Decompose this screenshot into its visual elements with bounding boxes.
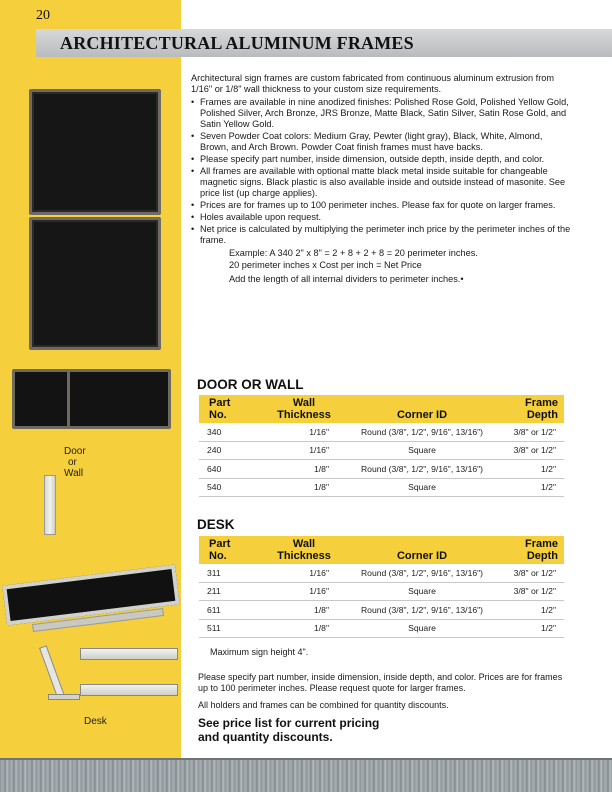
description [191, 73, 571, 286]
header-text: Frame [524, 538, 558, 550]
table-cell: 1/2" [501, 601, 564, 620]
desk-profile-image-2 [80, 684, 178, 696]
table-cell: 1/2" [501, 478, 564, 497]
table-cell: 1/16" [265, 582, 343, 601]
col-depth [501, 536, 564, 564]
table-cell: 3/8" or 1/2" [501, 423, 564, 441]
table-cell: Round (3/8", 1/2", 9/16", 13/16") [343, 423, 501, 441]
table-cell: 1/8" [265, 478, 343, 497]
bullet-prices: • Prices are for frames up to 100 perimeter inches. Please fax for quote on larger frames. [191, 200, 571, 211]
table-row [199, 564, 564, 582]
callout-line: See price list for current pricing [198, 716, 380, 730]
footer-divider [0, 758, 612, 760]
table-cell: 1/16" [265, 441, 343, 460]
table-cell: 340 [199, 423, 265, 441]
example-block [229, 248, 571, 286]
table-header-row [199, 395, 564, 423]
table-row [199, 619, 564, 638]
table-cell: Square [343, 582, 501, 601]
table-cell: 540 [199, 478, 265, 497]
header-text: No. [209, 409, 227, 421]
example-line: Example: A 340 2" x 8" = 2 + 8 + 2 + 8 = 20 perimeter inches. [229, 248, 478, 258]
table-cell: 1/16" [265, 423, 343, 441]
discount-text: All holders and frames can be combined for quantity discounts. [198, 700, 449, 710]
header-text: Wall [292, 397, 316, 409]
header-text: Corner ID [396, 550, 448, 562]
header-text: Depth [526, 409, 558, 421]
desk-heading: DESK [197, 517, 235, 532]
table-cell: 511 [199, 619, 265, 638]
square-frame-image [29, 89, 161, 215]
or-label: or [68, 457, 77, 468]
page-title: ARCHITECTURAL ALUMINUM FRAMES [60, 33, 414, 53]
table-cell: 640 [199, 460, 265, 479]
table-header-row [199, 536, 564, 564]
col-corner [343, 395, 501, 423]
table-cell: 1/8" [265, 460, 343, 479]
header-text: Depth [526, 550, 558, 562]
header-text: Thickness [277, 409, 331, 421]
divided-frame-image [12, 369, 171, 429]
table-row [199, 441, 564, 460]
door-wall-heading: DOOR OR WALL [197, 377, 304, 392]
table-cell: Round (3/8", 1/2", 9/16", 13/16") [343, 460, 501, 479]
table-cell: 611 [199, 601, 265, 620]
col-wall [265, 536, 343, 564]
bullet-magnetic: • All frames are available with optional matte black metal inside suitable for changeable magnetic signs. Black plastic is also available inside and outside instead of masonite. See price list (up charge applies). [191, 166, 571, 199]
max-height-note: Maximum sign height 4". [210, 647, 309, 657]
table-cell: 1/8" [265, 601, 343, 620]
col-corner [343, 536, 501, 564]
table-cell: 3/8" or 1/2" [501, 441, 564, 460]
header-text: Corner ID [396, 409, 448, 421]
example-line: 20 perimeter inches x Cost per inch = Net Price [229, 259, 422, 270]
table-cell: 3/8" or 1/2" [501, 564, 564, 582]
table-cell: 1/2" [501, 619, 564, 638]
table-cell: Square [343, 619, 501, 638]
header-text: Frame [524, 397, 558, 409]
example-line: Add the length of all internal dividers to perimeter inches.• [229, 274, 464, 284]
price-list-callout [198, 716, 379, 744]
wall-label: Wall [64, 468, 84, 479]
desk-side-foot [48, 694, 80, 700]
intro-text: Architectural sign frames are custom fabricated from continuous aluminum extrusion from 1/16" or 1/8" wall thickness to your custom size requirements. [191, 73, 555, 94]
frame-side-view-image [44, 475, 56, 535]
table-cell: Square [343, 478, 501, 497]
bullet-finishes: • Frames are available in nine anodized finishes: Polished Rose Gold, Polished Yellow Gold, Polished Silver, Arch Bronze, JRS Bronze, Matte Black, Satin Silver, Satin Rose Gold, and Satin Yellow Gold. [191, 97, 571, 130]
bullet-holes: • Holes available upon request. [191, 212, 571, 223]
col-part [199, 395, 265, 423]
bullet-net-price: • Net price is calculated by multiplying the perimeter inch price by the perimeter inches of the frame. [191, 224, 571, 246]
bullet-powder-coat: • Seven Powder Coat colors: Medium Gray, Pewter (light gray), Black, White, Almond, Brown, and Arch Brown. Powder Coat finish frames must have backs. [191, 131, 571, 153]
square-frame-image-2 [29, 217, 161, 350]
brushed-metal-footer [0, 758, 612, 792]
bullet-specify: • Please specify part number, inside dimension, outside depth, inside depth, and color. [191, 154, 571, 165]
frame-divider [67, 372, 70, 426]
desk-profile-image [80, 648, 178, 660]
desk-label: Desk [84, 716, 107, 727]
door-label: Door [64, 446, 86, 457]
page-number: 20 [36, 8, 50, 23]
col-part [199, 536, 265, 564]
header-text: Thickness [277, 550, 331, 562]
callout-line: and quantity discounts. [198, 730, 333, 744]
header-text: Part [209, 538, 231, 550]
header-text: Part [209, 397, 231, 409]
table-cell: 1/8" [265, 619, 343, 638]
door-wall-table [199, 395, 564, 497]
table-row [199, 601, 564, 620]
table-cell: 311 [199, 564, 265, 582]
table-cell: 1/2" [501, 460, 564, 479]
table-cell: Square [343, 441, 501, 460]
table-cell: Round (3/8", 1/2", 9/16", 13/16") [343, 564, 501, 582]
header-text: Wall [292, 538, 316, 550]
col-depth [501, 395, 564, 423]
header-text: No. [209, 550, 227, 562]
table-row [199, 582, 564, 601]
table-cell: 1/16" [265, 564, 343, 582]
table-row [199, 423, 564, 441]
table-cell: 240 [199, 441, 265, 460]
table-cell: Round (3/8", 1/2", 9/16", 13/16") [343, 601, 501, 620]
table-row [199, 478, 564, 497]
table-cell: 211 [199, 582, 265, 601]
table-row [199, 460, 564, 479]
desk-table [199, 536, 564, 638]
table-cell: 3/8" or 1/2" [501, 582, 564, 601]
col-wall [265, 395, 343, 423]
closing-text: Please specify part number, inside dimension, inside depth, and color. Prices are for frames up to 100 perimeter inches. Please request quote for larger frames. [198, 672, 563, 693]
